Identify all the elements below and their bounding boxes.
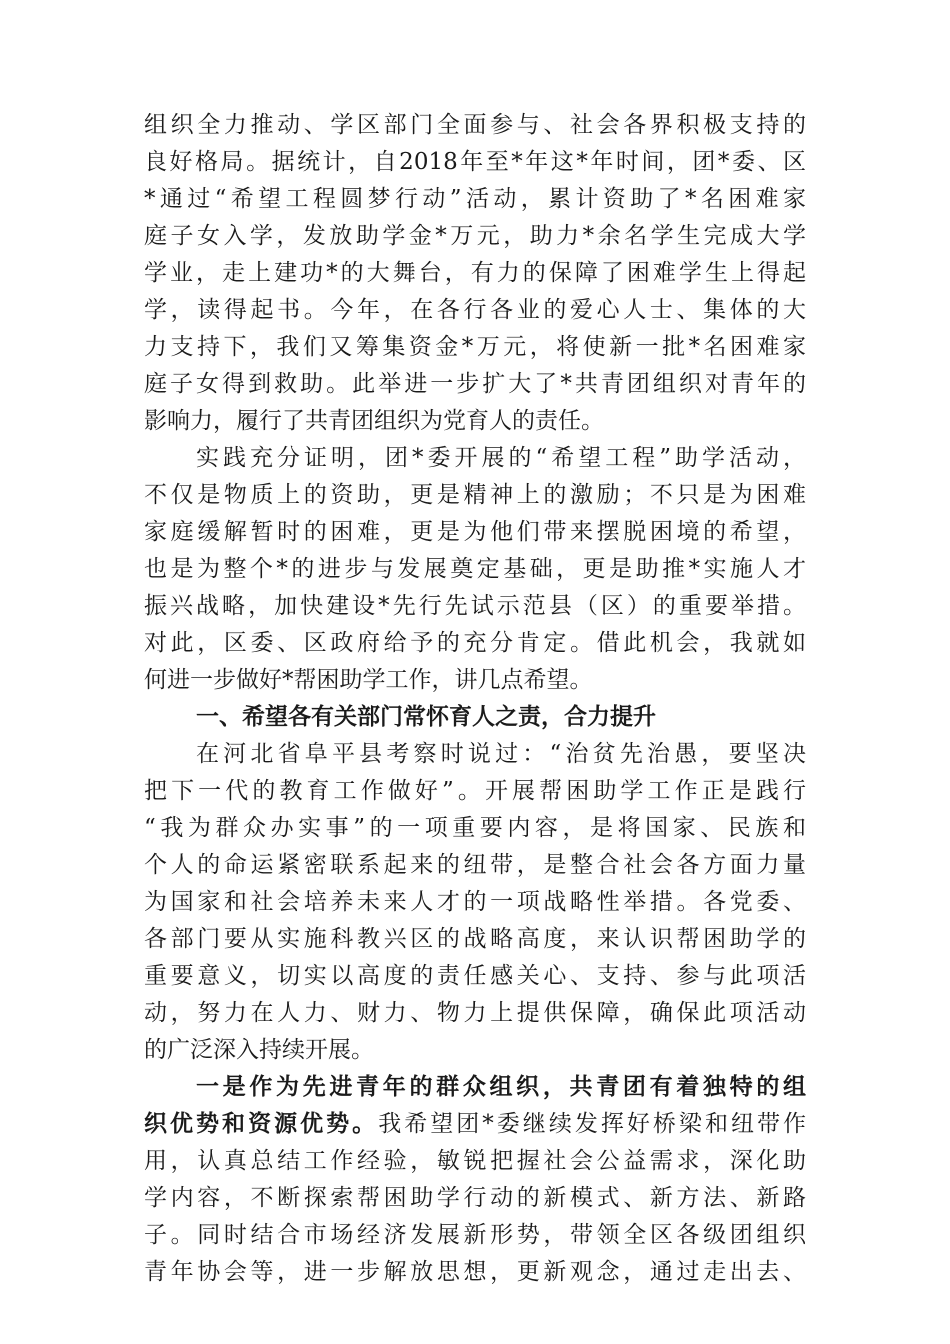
body-text-line: 力支持下，我们又筹集资金*万元，将使新一批*名困难家: [144, 334, 806, 360]
body-text-line: 个人的命运紧密联系起来的纽带，是整合社会各方面力量: [144, 852, 806, 878]
paragraph-first-line: 在河北省阜平县考察时说过：“治贫先治愚，要坚决: [196, 741, 806, 767]
body-text-line: 组织全力推动、学区部门全面参与、社会各界积极支持的: [144, 112, 806, 138]
body-text-line: 为国家和社会培养未来人才的一项战略性举措。各党委、: [144, 889, 806, 915]
body-text-line: 学内容，不断探索帮困助学行动的新模式、新方法、新路: [144, 1185, 806, 1211]
body-text-line: “我为群众办实事”的一项重要内容，是将国家、民族和: [144, 815, 806, 841]
body-text-line: 对此，区委、区政府给予的充分肯定。借此机会，我就如: [144, 630, 806, 656]
body-text-line: 的广泛深入持续开展。: [144, 1037, 374, 1063]
body-text-line: 良好格局。据统计，自2018年至*年这*年时间，团*委、区: [144, 149, 806, 175]
body-text-line: 不仅是物质上的资助，更是精神上的激励；不只是为困难: [144, 482, 806, 508]
body-text-line: 子。同时结合市场经济发展新形势，带领全区各级团组织: [144, 1222, 806, 1248]
paragraph-first-line: 实践充分证明，团*委开展的“希望工程”助学活动，: [196, 445, 806, 471]
body-text-line: 把下一代的教育工作做好”。开展帮困助学工作正是践行: [144, 778, 806, 804]
body-text-line: 庭子女得到救助。此举进一步扩大了*共青团组织对青年的: [144, 371, 806, 397]
body-text-line: 庭子女入学，发放助学金*万元，助力*余名学生完成大学: [144, 223, 806, 249]
body-text-fragment: 我希望团*委继续发挥好桥梁和纽带作: [378, 1111, 806, 1137]
bold-lead-line: 一是作为先进青年的群众组织，共青团有着独特的组: [196, 1074, 806, 1100]
body-text-line: 各部门要从实施科教兴区的战略高度，来认识帮困助学的: [144, 926, 806, 952]
body-text-line: *通过“希望工程圆梦行动”活动，累计资助了*名困难家: [144, 186, 806, 212]
section-heading: 一、希望各有关部门常怀育人之责，合力提升: [196, 704, 656, 730]
body-text-line: 动，努力在人力、财力、物力上提供保障，确保此项活动: [144, 1000, 806, 1026]
body-text-line: 何进一步做好*帮困助学工作，讲几点希望。: [144, 667, 593, 693]
body-text-line: 学，读得起书。今年，在各行各业的爱心人士、集体的大: [144, 297, 806, 323]
body-text-line: 也是为整个*的进步与发展奠定基础，更是助推*实施人才: [144, 556, 806, 582]
body-text-line: 用，认真总结工作经验，敏锐把握社会公益需求，深化助: [144, 1148, 806, 1174]
mixed-bold-line: [144, 1106, 806, 1143]
body-text-line: 振兴战略，加快建设*先行先试示范县（区）的重要举措。: [144, 593, 806, 619]
body-text-line: 影响力，履行了共青团组织为党育人的责任。: [144, 408, 604, 434]
body-text-line: 重要意义，切实以高度的责任感关心、支持、参与此项活: [144, 963, 806, 989]
body-text-line: 学业，走上建功*的大舞台，有力的保障了困难学生上得起: [144, 260, 806, 286]
body-text-line: 家庭缓解暂时的困难，更是为他们带来摆脱困境的希望，: [144, 519, 806, 545]
body-text-line: 青年协会等，进一步解放思想，更新观念，通过走出去、: [144, 1259, 806, 1285]
bold-lead-fragment: 织优势和资源优势。: [144, 1111, 379, 1137]
